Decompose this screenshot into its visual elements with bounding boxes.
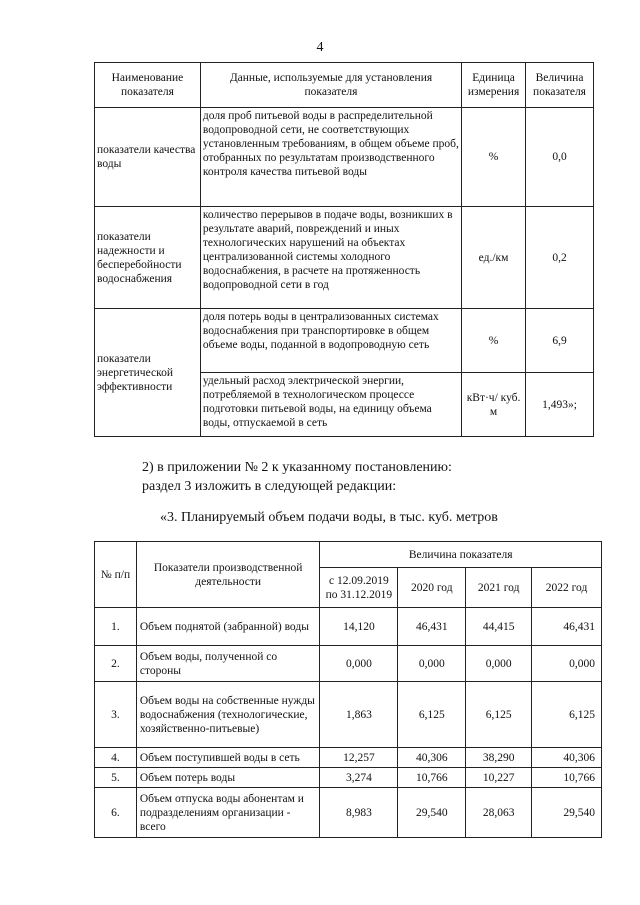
header-no: № п/п bbox=[95, 542, 137, 608]
indicator-value: 1,493»; bbox=[526, 373, 594, 437]
header-unit: Единица измерения bbox=[462, 63, 526, 108]
table-row bbox=[95, 768, 602, 788]
row-value: 0,000 bbox=[398, 646, 466, 682]
header-value: Величина показателя bbox=[526, 63, 594, 108]
table-row bbox=[95, 788, 602, 838]
indicator-name: показатели качества воды bbox=[95, 108, 201, 207]
row-name: Объем воды, полученной со стороны bbox=[136, 646, 320, 682]
row-value: 8,983 bbox=[320, 788, 398, 838]
indicator-description: доля проб питьевой воды в распределительной водопроводной сети, не соответствующих установленным требованиям, в общем объеме проб, отобранных по результатам производственного контроля качества питьевой воды bbox=[200, 108, 461, 207]
header-value-group: Величина показателя bbox=[320, 542, 602, 568]
header-data: Данные, используемые для установления показателя bbox=[200, 63, 461, 108]
row-name: Объем поступившей воды в сеть bbox=[136, 748, 320, 768]
indicator-name: показатели энергетической эффективности bbox=[95, 309, 201, 437]
header-name: Наименование показателя bbox=[95, 63, 201, 108]
indicator-unit: кВт·ч/ куб. м bbox=[462, 373, 526, 437]
indicator-name: показатели надежности и бесперебойности водоснабжения bbox=[95, 207, 201, 309]
page-number: 4 bbox=[316, 40, 324, 55]
header-indicator: Показатели производственной деятельности bbox=[136, 542, 320, 608]
indicator-value: 6,9 bbox=[526, 309, 594, 373]
table-row bbox=[95, 682, 602, 748]
row-value: 40,306 bbox=[532, 748, 602, 768]
table-row bbox=[95, 207, 594, 309]
indicator-value: 0,2 bbox=[526, 207, 594, 309]
row-number: 3. bbox=[95, 682, 137, 748]
indicator-unit: ед./км bbox=[462, 207, 526, 309]
table-row bbox=[95, 646, 602, 682]
row-number: 2. bbox=[95, 646, 137, 682]
row-value: 29,540 bbox=[532, 788, 602, 838]
row-value: 6,125 bbox=[398, 682, 466, 748]
indicator-description: количество перерывов в подаче воды, возникших в результате аварий, повреждений и иных технологических нарушений на объектах централизованной системы холодного водоснабжения, в расчете на протяженность водопроводной сети в год bbox=[200, 207, 461, 309]
header-period: с 12.09.2019 по 31.12.2019 bbox=[320, 568, 398, 608]
row-value: 46,431 bbox=[398, 608, 466, 646]
paragraph-line: раздел 3 изложить в следующей редакции: bbox=[142, 479, 397, 494]
indicator-description: доля потерь воды в централизованных системах водоснабжения при транспортировке в общем объеме воды, поданной в водопроводную сеть bbox=[200, 309, 461, 373]
row-value: 14,120 bbox=[320, 608, 398, 646]
row-value: 40,306 bbox=[398, 748, 466, 768]
row-value: 10,766 bbox=[532, 768, 602, 788]
row-value: 38,290 bbox=[466, 748, 532, 768]
row-number: 1. bbox=[95, 608, 137, 646]
table-row bbox=[95, 748, 602, 768]
row-number: 6. bbox=[95, 788, 137, 838]
row-value: 0,000 bbox=[532, 646, 602, 682]
row-value: 46,431 bbox=[532, 608, 602, 646]
indicator-unit: % bbox=[462, 108, 526, 207]
table-row bbox=[95, 108, 594, 207]
section-heading: «3. Планируемый объем подачи воды, в тыс. куб. метров bbox=[160, 510, 498, 525]
indicator-description: удельный расход электрической энергии, потребляемой в технологическом процессе подготовки питьевой воды, на единицу объема воды, отпускаемой в сеть bbox=[200, 373, 461, 437]
row-number: 4. bbox=[95, 748, 137, 768]
row-value: 10,766 bbox=[398, 768, 466, 788]
table-header-row bbox=[95, 542, 602, 568]
table-row bbox=[95, 608, 602, 646]
row-value: 6,125 bbox=[466, 682, 532, 748]
row-value: 0,000 bbox=[466, 646, 532, 682]
row-name: Объем отпуска воды абонентам и подразделениям организации - всего bbox=[136, 788, 320, 838]
water-volume-table bbox=[94, 541, 602, 838]
row-value: 29,540 bbox=[398, 788, 466, 838]
row-name: Объем воды на собственные нужды водоснабжения (технологические, хозяйственно-питьевые) bbox=[136, 682, 320, 748]
row-value: 6,125 bbox=[532, 682, 602, 748]
indicator-value: 0,0 bbox=[526, 108, 594, 207]
header-period: 2021 год bbox=[466, 568, 532, 608]
indicators-table bbox=[94, 62, 594, 437]
table-row bbox=[95, 309, 594, 373]
row-value: 12,257 bbox=[320, 748, 398, 768]
table-header-row bbox=[95, 63, 594, 108]
indicator-unit: % bbox=[462, 309, 526, 373]
row-number: 5. bbox=[95, 768, 137, 788]
row-value: 3,274 bbox=[320, 768, 398, 788]
row-name: Объем потерь воды bbox=[136, 768, 320, 788]
row-value: 0,000 bbox=[320, 646, 398, 682]
row-value: 10,227 bbox=[466, 768, 532, 788]
row-value: 44,415 bbox=[466, 608, 532, 646]
paragraph-line: 2) в приложении № 2 к указанному постановлению: bbox=[142, 460, 452, 475]
header-period: 2020 год bbox=[398, 568, 466, 608]
row-name: Объем поднятой (забранной) воды bbox=[136, 608, 320, 646]
amendment-paragraph bbox=[142, 458, 612, 496]
header-period: 2022 год bbox=[532, 568, 602, 608]
row-value: 1,863 bbox=[320, 682, 398, 748]
row-value: 28,063 bbox=[466, 788, 532, 838]
